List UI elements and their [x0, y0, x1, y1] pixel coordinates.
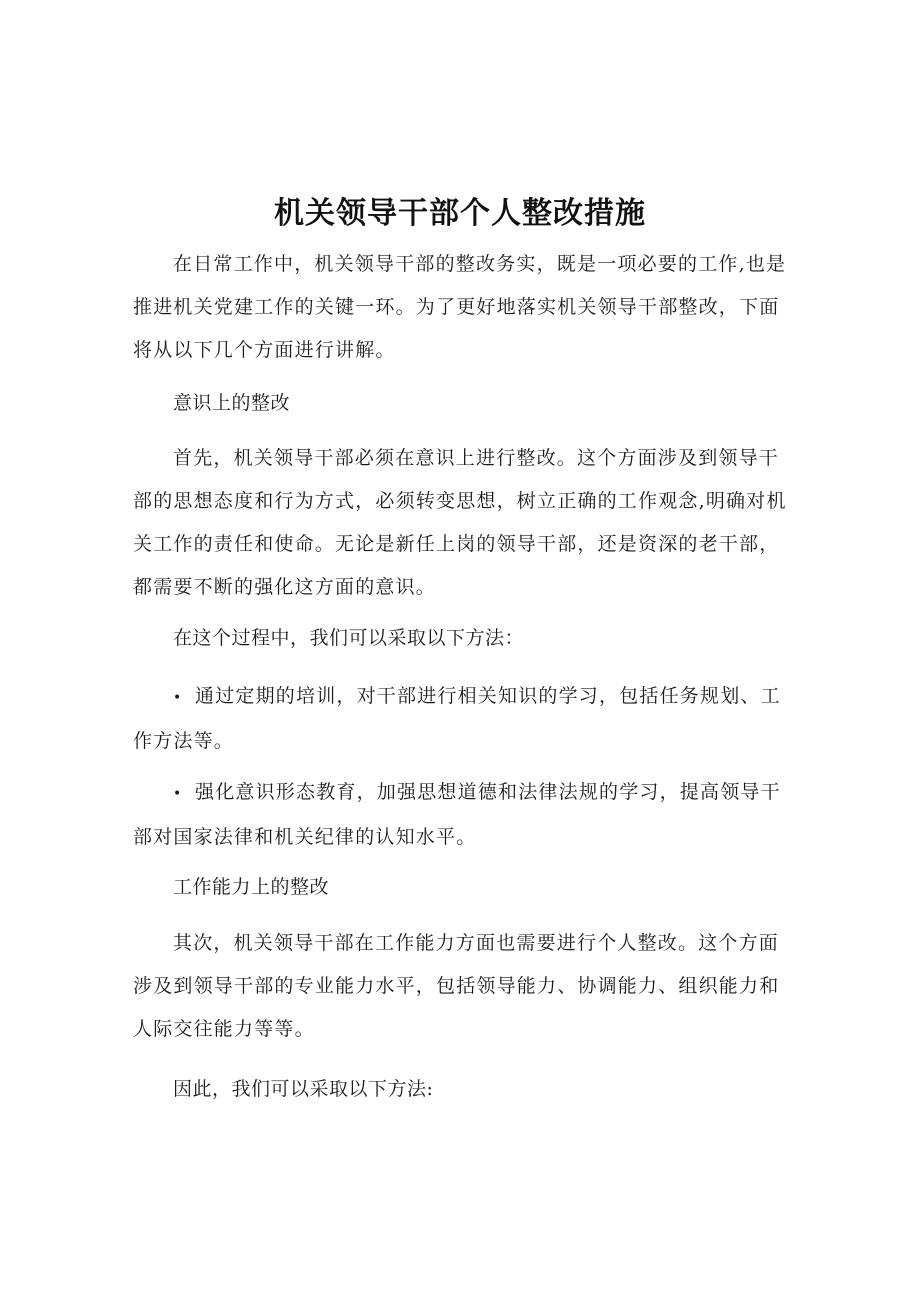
section-heading-ability: 工作能力上的整改	[173, 876, 330, 898]
section-body-ability: 其次，机关领导干部在工作能力方面也需要进行个人整改。这个方面涉及到领导干部的专业能力水平，包括领导能力、协调能力、组织能力和人际交往能力等等。	[133, 932, 780, 1040]
bullet-icon: •	[173, 786, 183, 802]
section-body-awareness: 首先，机关领导干部必须在意识上进行整改。这个方面涉及到领导干部的思想态度和行为方式，必须转变思想，树立正确的工作观念,明确对机关工作的责任和使命。无论是新任上岗的领导干部，还是资深的老干部，都需要不断的强化这方面的意识。	[133, 447, 787, 598]
section-heading-awareness: 意识上的整改	[173, 392, 291, 414]
list-item-text: 强化意识形态教育，加强思想道德和法律法规的学习，提高领导干部对国家法律和机关纪律的认知水平。	[133, 781, 781, 848]
list-item	[133, 675, 788, 763]
document-title: 机关领导干部个人整改措施	[274, 196, 646, 231]
methods-intro-ability: 因此，我们可以采取以下方法:	[173, 1078, 434, 1100]
methods-intro-awareness: 在这个过程中，我们可以采取以下方法：	[173, 627, 525, 649]
intro-paragraph: 在日常工作中，机关领导干部的整改务实，既是一项必要的工作,也是推进机关党建工作的关键一环。为了更好地落实机关领导干部整改，下面将从以下几个方面进行讲解。	[133, 253, 787, 361]
list-item	[133, 771, 788, 859]
bullet-icon: •	[173, 690, 183, 706]
list-item-text: 通过定期的培训，对干部进行相关知识的学习，包括任务规划、工作方法等。	[133, 685, 781, 752]
